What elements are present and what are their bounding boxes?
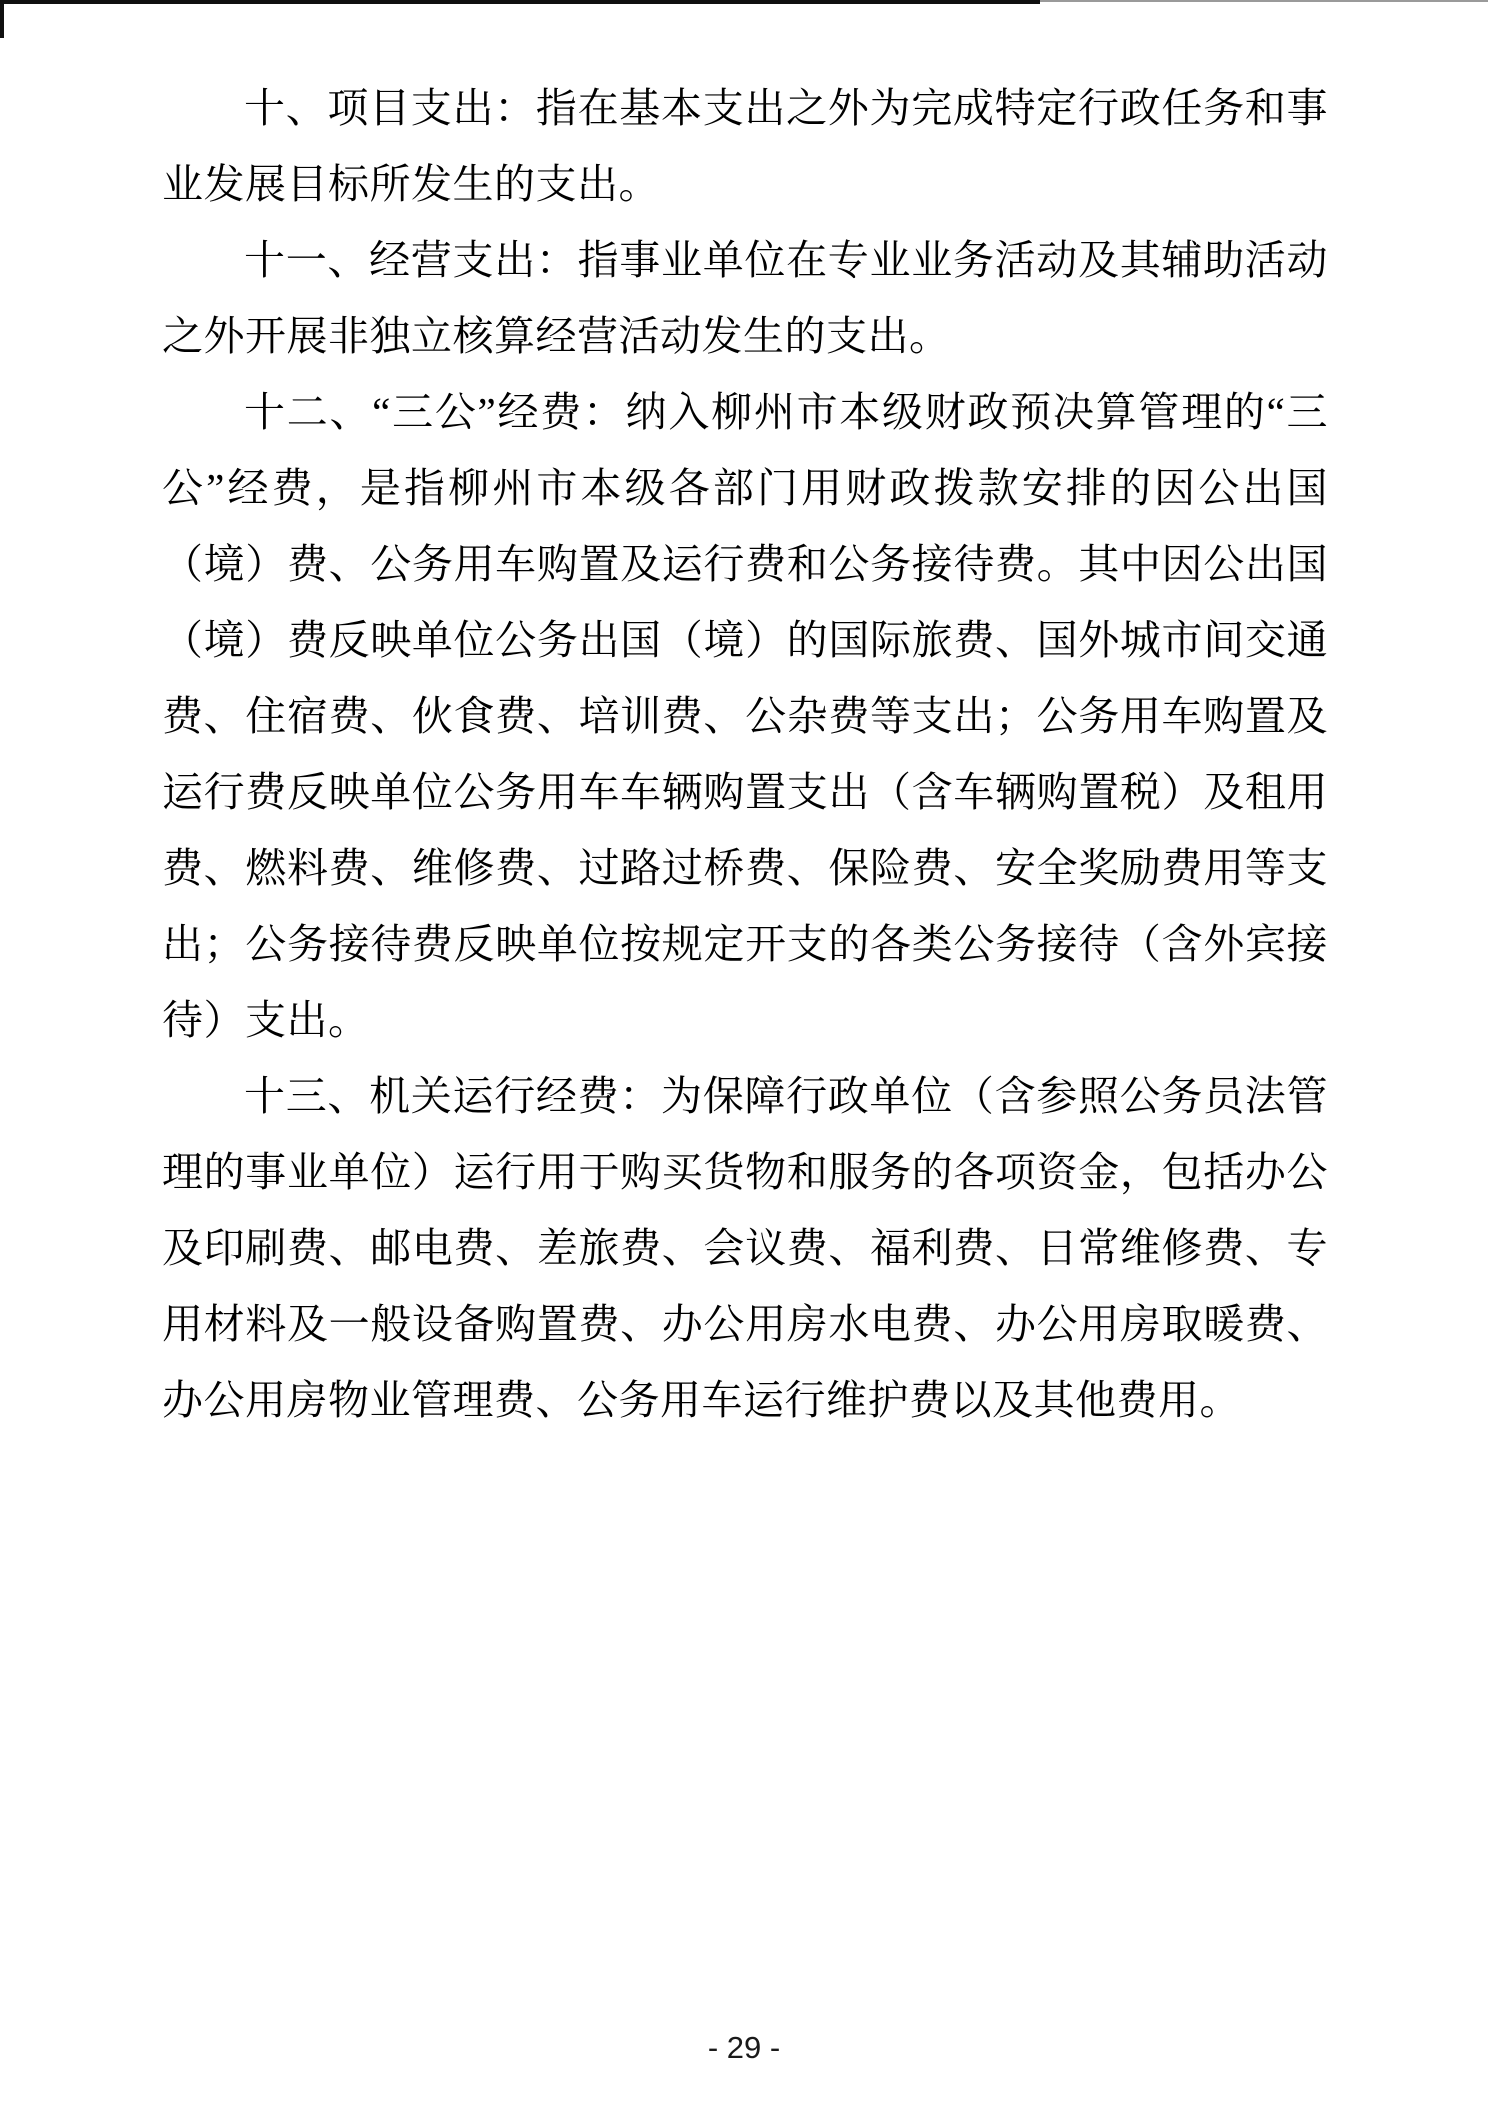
- scan-artifact-top-edge: [0, 0, 1040, 4]
- scan-artifact-top-right-edge: [1040, 0, 1488, 2]
- paragraph-item-10-project-expenditure: 十、项目支出：指在基本支出之外为完成特定行政任务和事业发展目标所发生的支出。: [162, 85, 1328, 207]
- paragraph-item-13-agency-operating-funds: 十三、机关运行经费：为保障行政单位（含参照公务员法管理的事业单位）运行用于购买货物和服务的各项资金，包括办公及印刷费、邮电费、差旅费、会议费、福利费、日常维修费、专用材料及一般设备购置费、办公用房水电费、办公用房取暖费、办公用房物业管理费、公务用车运行维护费以及其他费用。: [162, 1073, 1328, 1423]
- scan-artifact-left-edge: [0, 0, 4, 38]
- document-body: [162, 70, 1328, 1438]
- paragraph-item-11-operating-expenditure: 十一、经营支出：指事业单位在专业业务活动及其辅助活动之外开展非独立核算经营活动发生的支出。: [162, 237, 1328, 359]
- paragraph-item-12-three-public-funds: 十二、“三公”经费：纳入柳州市本级财政预决算管理的“三公”经费，是指柳州市本级各部门用财政拨款安排的因公出国（境）费、公务用车购置及运行费和公务接待费。其中因公出国（境）费反映单位公务出国（境）的国际旅费、国外城市间交通费、住宿费、伙食费、培训费、公杂费等支出；公务用车购置及运行费反映单位公务用车车辆购置支出（含车辆购置税）及租用费、燃料费、维修费、过路过桥费、保险费、安全奖励费用等支出；公务接待费反映单位按规定开支的各类公务接待（含外宾接待）支出。: [162, 389, 1328, 1043]
- page-number: - 29 -: [707, 2030, 781, 2065]
